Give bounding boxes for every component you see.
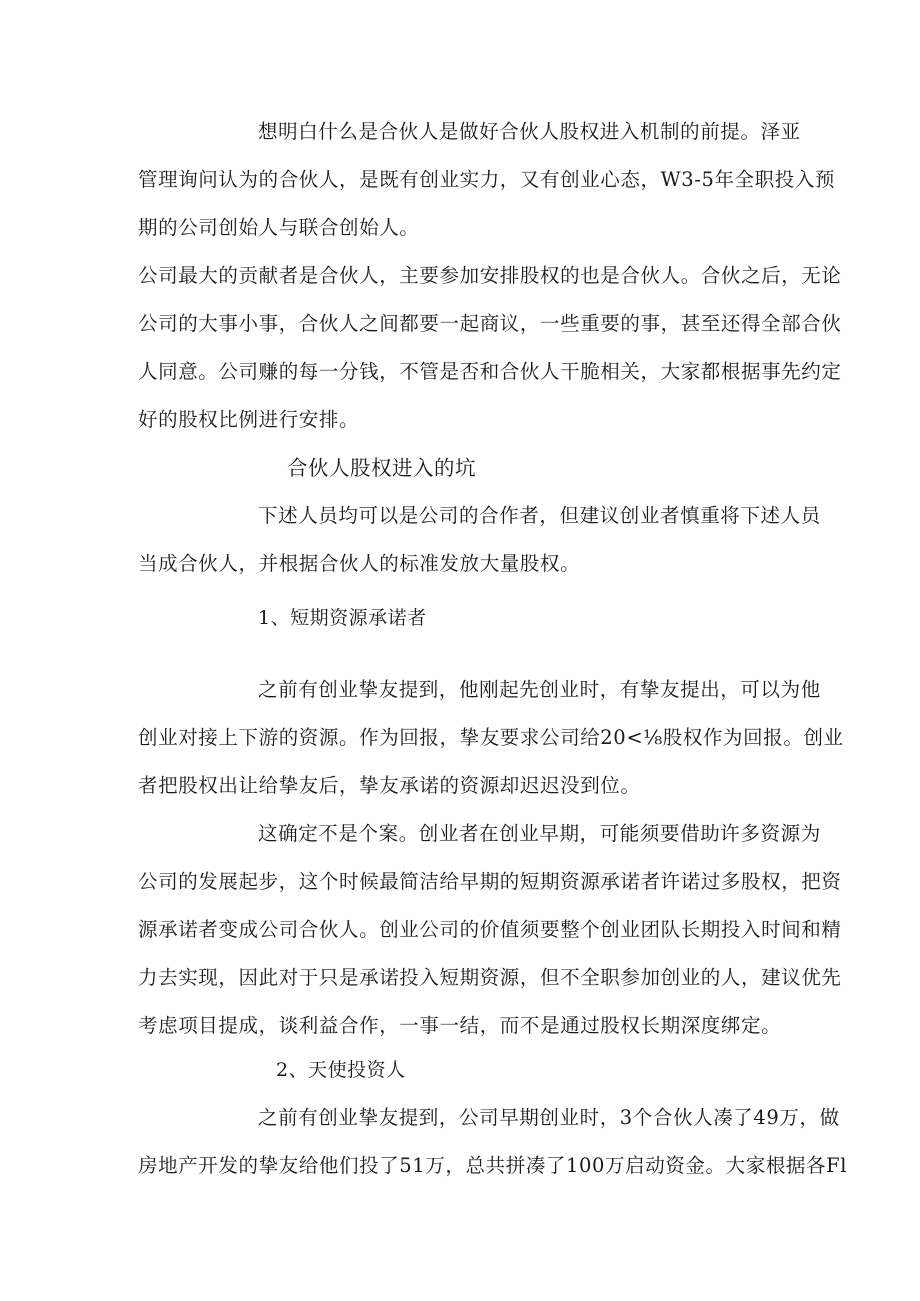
para2-line-4: 好的股权比例进行安排。 — [138, 408, 360, 431]
para2-line-2: 公司的大事小事，合伙人之间都要一起商议，一些重要的事，甚至还得全部合伙 — [138, 312, 842, 335]
para4-line-1: 之前有创业挚友提到，他刚起先创业时，有挚友提出，可以为他 — [258, 678, 821, 701]
para5-line-1: 这确定不是个案。创业者在创业早期，可能须要借助许多资源为 — [258, 822, 821, 845]
para3-line-2: 当成合伙人，并根据合伙人的标准发放大量股权。 — [138, 552, 581, 575]
section-heading: 合伙人股权进入的坑 — [287, 456, 476, 480]
para2-line-1: 公司最大的贡献者是合伙人，主要参加安排股权的也是合伙人。合伙之后，无论 — [138, 264, 842, 287]
para3-line-1: 下述人员均可以是公司的合作者，但建议创业者慎重将下述人员 — [258, 504, 821, 527]
para1-line-1: 想明白什么是合伙人是做好合伙人股权进入机制的前提。泽亚 — [258, 120, 801, 143]
para5-line-5: 考虑项目提成，谈利益合作，一事一结，而不是通过股权长期深度绑定。 — [138, 1014, 782, 1037]
para5-line-3: 源承诺者变成公司合伙人。创业公司的价值须要整个创业团队长期投入时间和精 — [138, 918, 842, 941]
para4-line-3: 者把股权出让给挚友后，挚友承诺的资源却迟迟没到位。 — [138, 774, 641, 797]
para6-line-2: 房地产开发的挚友给他们投了51万，总共拼凑了100万启动资金。大家根据各Fl — [138, 1154, 848, 1177]
section1-title: 1、短期资源承诺者 — [258, 607, 427, 629]
para5-line-4: 力去实现，因此对于只是承诺投入短期资源，但不全职参加创业的人，建议优先 — [138, 966, 842, 989]
para4-line-2: 创业对接上下游的资源。作为回报，挚友要求公司给20<⅛股权作为回报。创业 — [138, 726, 844, 749]
para1-line-2: 管理询问认为的合伙人，是既有创业实力，又有创业心态，W3-5年全职投入预 — [138, 168, 836, 191]
section2-title: 2、天使投资人 — [276, 1059, 406, 1081]
para5-line-2: 公司的发展起步，这个时候最简洁给早期的短期资源承诺者许诺过多股权，把资 — [138, 870, 842, 893]
para6-line-1: 之前有创业挚友提到，公司早期创业时，3个合伙人凑了49万，做 — [258, 1106, 840, 1129]
para1-line-3: 期的公司创始人与联合创始人。 — [138, 216, 420, 239]
para2-line-3: 人同意。公司赚的每一分钱，不管是否和合伙人干脆相关，大家都根据事先约定 — [138, 360, 842, 383]
